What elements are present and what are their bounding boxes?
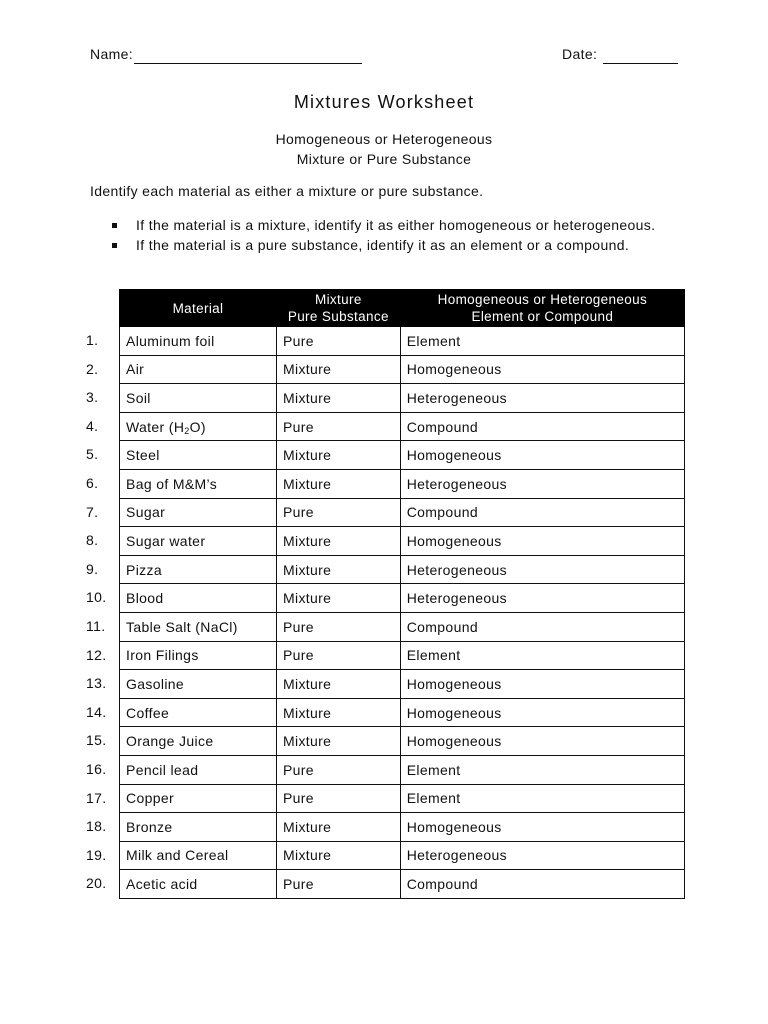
table-row <box>120 813 685 842</box>
classification-cell[interactable]: Element <box>400 327 684 356</box>
type-cell[interactable]: Mixture <box>276 813 400 842</box>
table-row <box>120 384 685 413</box>
classification-cell[interactable]: Compound <box>400 870 684 899</box>
classification-cell[interactable]: Homogeneous <box>400 355 684 384</box>
type-cell[interactable]: Mixture <box>276 841 400 870</box>
header-type-line2: Pure Substance <box>287 309 389 324</box>
type-cell[interactable]: Mixture <box>276 355 400 384</box>
header-material-label: Material <box>172 300 224 316</box>
table-header-row <box>120 290 685 327</box>
row-number: 4. <box>86 417 99 434</box>
material-cell: Sugar <box>120 498 277 527</box>
row-number: 9. <box>86 560 99 577</box>
header-type <box>276 290 400 327</box>
type-cell[interactable]: Pure <box>276 755 400 784</box>
material-cell: Air <box>120 355 277 384</box>
table-row <box>120 584 685 613</box>
header-class-line1: Homogeneous or Heterogeneous <box>437 292 648 307</box>
type-cell[interactable]: Mixture <box>276 727 400 756</box>
row-number: 14. <box>86 703 107 720</box>
material-text: Water (H <box>126 418 185 435</box>
material-cell: Aluminum foil <box>120 327 277 356</box>
type-cell[interactable]: Mixture <box>276 698 400 727</box>
type-cell[interactable]: Mixture <box>276 670 400 699</box>
table-row <box>120 612 685 641</box>
material-cell: Soil <box>120 384 277 413</box>
square-bullet-icon <box>112 243 117 248</box>
classification-cell[interactable]: Homogeneous <box>400 527 684 556</box>
classification-cell[interactable]: Homogeneous <box>400 441 684 470</box>
material-cell: Sugar water <box>120 527 277 556</box>
type-cell[interactable]: Pure <box>276 327 400 356</box>
header-type-line1: Mixture <box>314 292 362 307</box>
classification-cell[interactable]: Heterogeneous <box>400 841 684 870</box>
table-row <box>120 670 685 699</box>
row-number: 13. <box>86 675 107 692</box>
classification-cell[interactable]: Homogeneous <box>400 813 684 842</box>
date-field[interactable] <box>603 63 678 64</box>
material-cell: Milk and Cereal <box>120 841 277 870</box>
table-row <box>120 755 685 784</box>
bullet-item <box>112 216 692 236</box>
classification-cell[interactable]: Heterogeneous <box>400 555 684 584</box>
classification-cell[interactable]: Element <box>400 755 684 784</box>
name-label: Name: <box>90 46 133 62</box>
classification-cell[interactable]: Compound <box>400 612 684 641</box>
worksheet-title: Mixtures Worksheet <box>293 92 475 112</box>
material-cell: Steel <box>120 441 277 470</box>
header-material <box>120 290 277 327</box>
type-cell[interactable]: Mixture <box>276 584 400 613</box>
material-subscript: 2 <box>184 425 190 436</box>
row-numbers <box>86 326 116 898</box>
header-class-line2: Element or Compound <box>471 309 614 324</box>
subtitle-homogeneous: Homogeneous or Heterogeneous <box>275 131 493 147</box>
type-cell[interactable]: Pure <box>276 870 400 899</box>
table-row <box>120 698 685 727</box>
square-bullet-icon <box>112 223 117 228</box>
bullet-text: If the material is a mixture, identify it as either homogeneous or heterogeneous. <box>136 217 656 233</box>
classification-cell[interactable]: Homogeneous <box>400 727 684 756</box>
row-number: 11. <box>86 617 106 634</box>
instruction-bullets <box>112 216 692 255</box>
classification-cell[interactable]: Heterogeneous <box>400 584 684 613</box>
bullet-item <box>112 236 692 256</box>
type-cell[interactable]: Pure <box>276 612 400 641</box>
material-cell: Pizza <box>120 555 277 584</box>
table-row <box>120 469 685 498</box>
name-field[interactable] <box>134 63 362 64</box>
material-cell <box>120 412 277 441</box>
table-row <box>120 870 685 899</box>
row-number: 5. <box>86 446 99 463</box>
table-row <box>120 841 685 870</box>
row-number: 18. <box>86 818 107 835</box>
row-number: 7. <box>86 503 99 520</box>
material-cell: Gasoline <box>120 670 277 699</box>
type-cell[interactable]: Mixture <box>276 384 400 413</box>
type-cell[interactable]: Mixture <box>276 527 400 556</box>
row-number: 8. <box>86 532 99 549</box>
type-cell[interactable]: Pure <box>276 412 400 441</box>
classification-cell[interactable]: Heterogeneous <box>400 469 684 498</box>
material-cell: Table Salt (NaCl) <box>120 612 277 641</box>
type-cell[interactable]: Mixture <box>276 441 400 470</box>
row-number: 15. <box>86 732 107 749</box>
row-number: 20. <box>86 875 107 892</box>
table-row <box>120 412 685 441</box>
table-row <box>120 355 685 384</box>
classification-cell[interactable]: Compound <box>400 412 684 441</box>
row-number: 17. <box>86 789 107 806</box>
type-cell[interactable]: Mixture <box>276 555 400 584</box>
classification-cell[interactable]: Homogeneous <box>400 670 684 699</box>
row-number: 10. <box>86 589 107 606</box>
classification-cell[interactable]: Heterogeneous <box>400 384 684 413</box>
table-row <box>120 784 685 813</box>
table-row <box>120 555 685 584</box>
row-number: 12. <box>86 646 107 663</box>
table-row <box>120 441 685 470</box>
bullet-text: If the material is a pure substance, identify it as an element or a compound. <box>136 236 630 253</box>
table-row <box>120 498 685 527</box>
material-cell: Pencil lead <box>120 755 277 784</box>
row-number: 1. <box>86 332 99 348</box>
table-row <box>120 327 685 356</box>
row-number: 6. <box>86 474 99 491</box>
classification-cell[interactable]: Element <box>400 784 684 813</box>
type-cell[interactable]: Pure <box>276 641 400 670</box>
header-classification <box>400 290 684 327</box>
table-row <box>120 527 685 556</box>
row-number: 3. <box>86 389 99 406</box>
table-row <box>120 641 685 670</box>
classification-cell[interactable]: Homogeneous <box>400 698 684 727</box>
material-cell: Coffee <box>120 698 277 727</box>
materials-table <box>119 289 685 899</box>
type-cell[interactable]: Pure <box>276 784 400 813</box>
type-cell[interactable]: Mixture <box>276 469 400 498</box>
row-number: 19. <box>86 846 107 863</box>
row-number: 16. <box>86 760 107 777</box>
material-cell: Orange Juice <box>120 727 277 756</box>
subtitle-mixture: Mixture or Pure Substance <box>296 151 472 167</box>
type-cell[interactable]: Pure <box>276 498 400 527</box>
material-cell: Bag of M&M’s <box>120 469 277 498</box>
instructions: Identify each material as either a mixture or pure substance. <box>90 183 484 199</box>
classification-cell[interactable]: Element <box>400 641 684 670</box>
material-cell: Copper <box>120 784 277 813</box>
date-label: Date: <box>562 46 598 62</box>
material-cell: Iron Filings <box>120 641 277 670</box>
row-number: 2. <box>86 360 99 377</box>
classification-cell[interactable]: Compound <box>400 498 684 527</box>
material-cell: Bronze <box>120 813 277 842</box>
table-row <box>120 727 685 756</box>
material-cell: Blood <box>120 584 277 613</box>
material-text-end: O) <box>189 418 206 435</box>
material-cell: Acetic acid <box>120 870 277 899</box>
